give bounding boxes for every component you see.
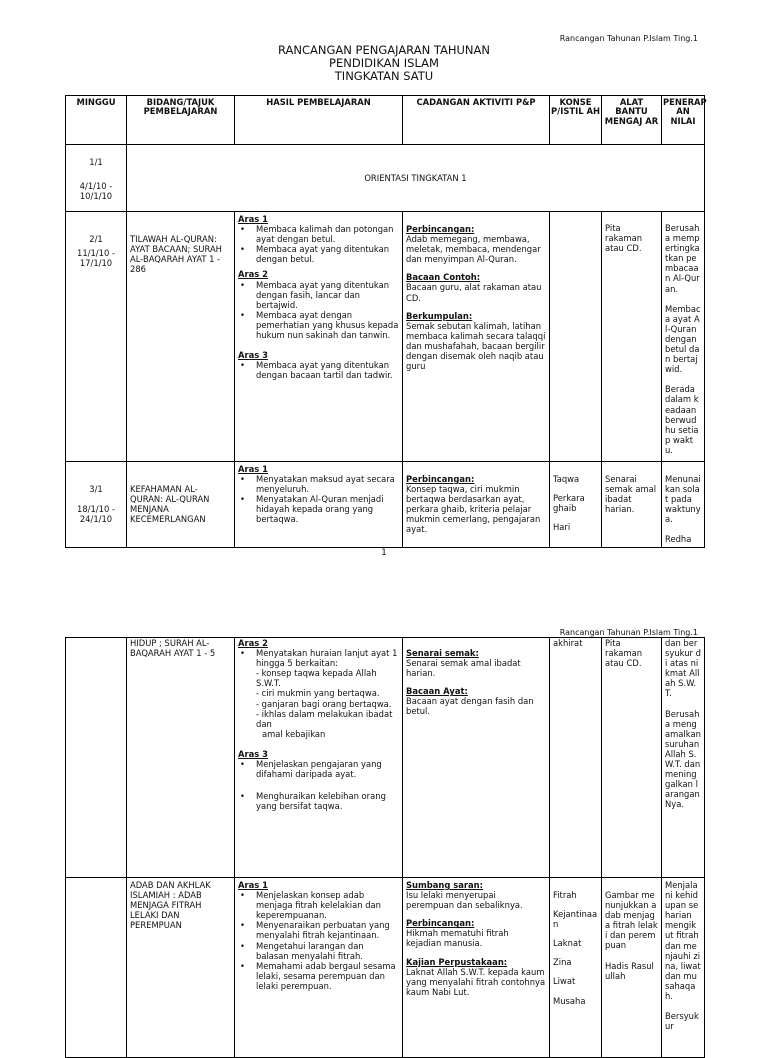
outcome-list xyxy=(238,648,399,668)
nilai-cell xyxy=(662,212,705,462)
outcome-list xyxy=(238,224,399,264)
activity-text: Hikmah mematuhi fitrah kejadian manusia. xyxy=(406,928,509,949)
activity-heading: Kajian Perpustakaan: xyxy=(406,956,508,967)
header-hasil: HASIL PEMBELAJARAN xyxy=(235,96,403,145)
cadangan-cell xyxy=(403,878,550,1058)
cadangan-cell xyxy=(403,638,550,878)
week-cell xyxy=(66,638,127,878)
page-number: 1 xyxy=(381,548,387,558)
activity-heading: Bacaan Contoh: xyxy=(406,272,481,283)
orientation-cell: ORIENTASI TINGKATAN 1 xyxy=(127,145,705,212)
week-dates: 18/1/10 - 24/1/10 xyxy=(77,504,115,525)
list-item: • Membaca ayat dengan pemerhatian yang khusus kepada hukum nun sakinah dan tanwin. xyxy=(238,310,399,340)
nilai-text: Menjalani kehidupan seharian mengikut fitrah dan menjauhi zina, liwat dan musahaqah. xyxy=(665,880,701,1002)
page-gap xyxy=(0,570,768,622)
nilai-text: Berusaha mempertingkatkan pembacaan Al-Quran. xyxy=(665,223,700,294)
alat-cell: Gambar menunjukkan adab menjaga fitrah lelaki dan perempuan Hadis Rasulullah xyxy=(602,878,662,1058)
outcome-list xyxy=(238,280,399,341)
running-head: Rancangan Tahunan P.Islam Ting.1 xyxy=(559,628,698,637)
outcome-list xyxy=(238,759,399,811)
title-line-1: RANCANGAN PENGAJARAN TAHUNAN xyxy=(278,43,490,57)
week-cell xyxy=(66,878,127,1058)
hasil-cell xyxy=(235,212,403,462)
table-row xyxy=(66,638,705,878)
nilai-text: dan bersyukur di atas nikmat Allah S.W.T. xyxy=(665,638,701,699)
activity-heading: Perbincangan: xyxy=(406,224,475,234)
list-item: • Membaca ayat yang ditentukan dengan bacaan tartil dan tadwir. xyxy=(238,360,399,380)
document-title xyxy=(0,44,768,83)
header-penerapan: PENERAP AN NILAI xyxy=(662,96,705,145)
activity-heading: Perbincangan: xyxy=(406,918,475,929)
list-item: • Memahami adab bergaul sesama lelaki, sesama perempuan dan lelaki perempuan. xyxy=(238,961,399,991)
nilai-text: Menunaikan solat pada waktunya. xyxy=(665,474,701,525)
list-item: • Menghuraikan kelebihan orang yang bersifat taqwa. xyxy=(238,791,399,811)
konsep-cell: akhirat xyxy=(550,638,602,878)
hasil-cell xyxy=(235,878,403,1058)
plan-table-page-1 xyxy=(65,95,705,548)
alat-cell: Pita rakaman atau CD. xyxy=(602,638,662,878)
bidang-cell: ADAB DAN AKHLAK ISLAMIAH : ADAB MENJAGA FITRAH LELAKI DAN PEREMPUAN xyxy=(127,878,235,1058)
nilai-cell xyxy=(662,878,705,1058)
nilai-text: Membaca ayat Al-Quran dengan betul dan bertajwid. xyxy=(665,303,701,375)
sub-item: - ciri mukmin yang bertaqwa. xyxy=(256,688,380,699)
activity-heading: Bacaan Ayat: xyxy=(406,686,468,697)
title-line-3: TINGKATAN SATU xyxy=(334,69,434,83)
bidang-cell: KEFAHAMAN AL-QURAN: AL-QURAN MENJANA KECEMERLANGAN xyxy=(127,462,235,548)
sub-item: amal kebajikan xyxy=(262,728,326,739)
table-row xyxy=(66,212,705,462)
week-cell xyxy=(66,462,127,548)
activity-heading: Senarai semak: xyxy=(406,648,479,658)
week-number: 2/1 xyxy=(89,234,103,244)
outcome-list xyxy=(238,360,399,380)
plan-table-page-2 xyxy=(65,637,705,1058)
week-cell xyxy=(66,212,127,462)
header-konsep: KONSE P/ISTIL AH xyxy=(550,96,602,145)
nilai-cell xyxy=(662,638,705,878)
nilai-text: Bersyukur xyxy=(665,1011,699,1032)
list-item: • Menyatakan Al-Quran menjadi hidayah kepada orang yang bertaqwa. xyxy=(238,494,399,524)
sub-item: - ikhlas dalam melakukan ibadat dan xyxy=(256,708,393,729)
alat-cell: Senarai semak amal ibadat harian. xyxy=(602,462,662,548)
nilai-text: Redha xyxy=(665,534,692,545)
hasil-cell xyxy=(235,638,403,878)
page-2 xyxy=(0,622,768,1032)
table-row xyxy=(66,462,705,548)
aras-heading: Aras 1 xyxy=(238,464,268,474)
activity-text: Isu lelaki menyerupai perempuan dan sebaliknya. xyxy=(406,890,523,911)
aras-heading: Aras 2 xyxy=(238,269,268,280)
aras-heading: Aras 3 xyxy=(238,350,268,361)
header-minggu: MINGGU xyxy=(66,96,127,145)
activity-text: Konsep taqwa, ciri mukmin bertaqwa berdasarkan ayat, perkara ghaib, kriteria pelajar mukmin cemerlang, pengajaran ayat. xyxy=(406,484,541,535)
aras-heading: Aras 3 xyxy=(238,748,268,759)
outcome-list xyxy=(238,474,399,524)
list-item: • Mengetahui larangan dan balasan menyalahi fitrah. xyxy=(238,941,399,961)
activity-text: Adab memegang, membawa, meletak, membaca, mendengar dan menyimpan Al-Quran. xyxy=(406,234,541,265)
nilai-cell xyxy=(662,462,705,548)
header-alat: ALAT BANTU MENGAJ AR xyxy=(602,96,662,145)
list-item: • Membaca ayat yang ditentukan dengan betul. xyxy=(238,244,399,264)
cadangan-cell xyxy=(403,462,550,548)
aras-heading: Aras 2 xyxy=(238,638,268,648)
activity-text: Laknat Allah S.W.T. kepada kaum yang menyalahi fitrah contohnya kaum Nabi Lut. xyxy=(406,966,546,997)
running-head: Rancangan Tahunan P.Islam Ting.1 xyxy=(559,34,698,43)
outcome-list xyxy=(238,890,399,991)
activity-heading: Berkumpulan: xyxy=(406,310,473,321)
activity-text: Senarai semak amal ibadat harian. xyxy=(406,658,521,679)
sub-item: - konsep taqwa kepada Allah S.W.T. xyxy=(256,668,377,689)
list-item: • Membaca kalimah dan potongan ayat dengan betul. xyxy=(238,224,399,244)
sub-item: - ganjaran bagi orang bertaqwa. xyxy=(256,698,392,709)
list-item: • Menyenaraikan perbuatan yang menyalahi fitrah kejantinaan. xyxy=(238,920,399,940)
alat-cell: Pita rakaman atau CD. xyxy=(602,212,662,462)
activity-heading: Perbincangan: xyxy=(406,474,475,484)
header-row xyxy=(66,96,705,145)
hasil-cell xyxy=(235,462,403,548)
activity-text: Bacaan ayat dengan fasih dan betul. xyxy=(406,696,534,717)
week-number: 1/1 xyxy=(89,157,103,167)
aras-heading: Aras 1 xyxy=(238,214,268,224)
bidang-cell: TILAWAH AL-QURAN: AYAT BACAAN; SURAH AL-BAQARAH AYAT 1 - 286 xyxy=(127,212,235,462)
header-bidang: BIDANG/TAJUK PEMBELAJARAN xyxy=(127,96,235,145)
list-item: • Menjelaskan pengajaran yang difahami daripada ayat. xyxy=(238,759,399,779)
konsep-cell: Taqwa Perkara ghaib Hari xyxy=(550,462,602,548)
list-item: • Membaca ayat yang ditentukan dengan fasih, lancar dan bertajwid. xyxy=(238,280,399,310)
activity-text: Bacaan guru, alat rakaman atau CD. xyxy=(406,282,542,303)
week-number: 3/1 xyxy=(89,484,103,494)
list-item: • Menyatakan huraian lanjut ayat 1 hingga 5 berkaitan: xyxy=(238,648,399,668)
activity-text: Semak sebutan kalimah, latihan membaca kalimah secara talaqqi dan mushafahah, bacaan bergilir dengan disemak oleh naqib atau guru xyxy=(406,320,546,372)
aras-heading: Aras 1 xyxy=(238,880,268,890)
table-row xyxy=(66,145,705,212)
title-line-2: PENDIDIKAN ISLAM xyxy=(329,56,439,70)
list-item: • Menjelaskan konsep adab menjaga fitrah kelelakian dan keperempuanan. xyxy=(238,890,399,920)
week-dates: 4/1/10 - 10/1/10 xyxy=(79,181,113,202)
konsep-cell: Fitrah Kejantinaan Laknat Zina Liwat Musaha xyxy=(550,878,602,1058)
konsep-cell xyxy=(550,212,602,462)
activity-heading: Sumbang saran: xyxy=(406,880,483,890)
header-cadangan: CADANGAN AKTIVITI P&P xyxy=(403,96,550,145)
table-row xyxy=(66,878,705,1058)
bidang-cell: HIDUP ; SURAH AL-BAQARAH AYAT 1 - 5 xyxy=(127,638,235,878)
nilai-text: Berusaha mengamalkan suruhan Allah S.W.T. dan meninggalkan laranganNya. xyxy=(665,708,701,810)
week-cell xyxy=(66,145,127,212)
list-item: • Menyatakan maksud ayat secara menyeluruh. xyxy=(238,474,399,494)
cadangan-cell xyxy=(403,212,550,462)
week-dates: 11/1/10 - 17/1/10 xyxy=(77,248,115,269)
nilai-text: Berada dalam keadaan berwudhu setiap waktu. xyxy=(665,384,699,455)
